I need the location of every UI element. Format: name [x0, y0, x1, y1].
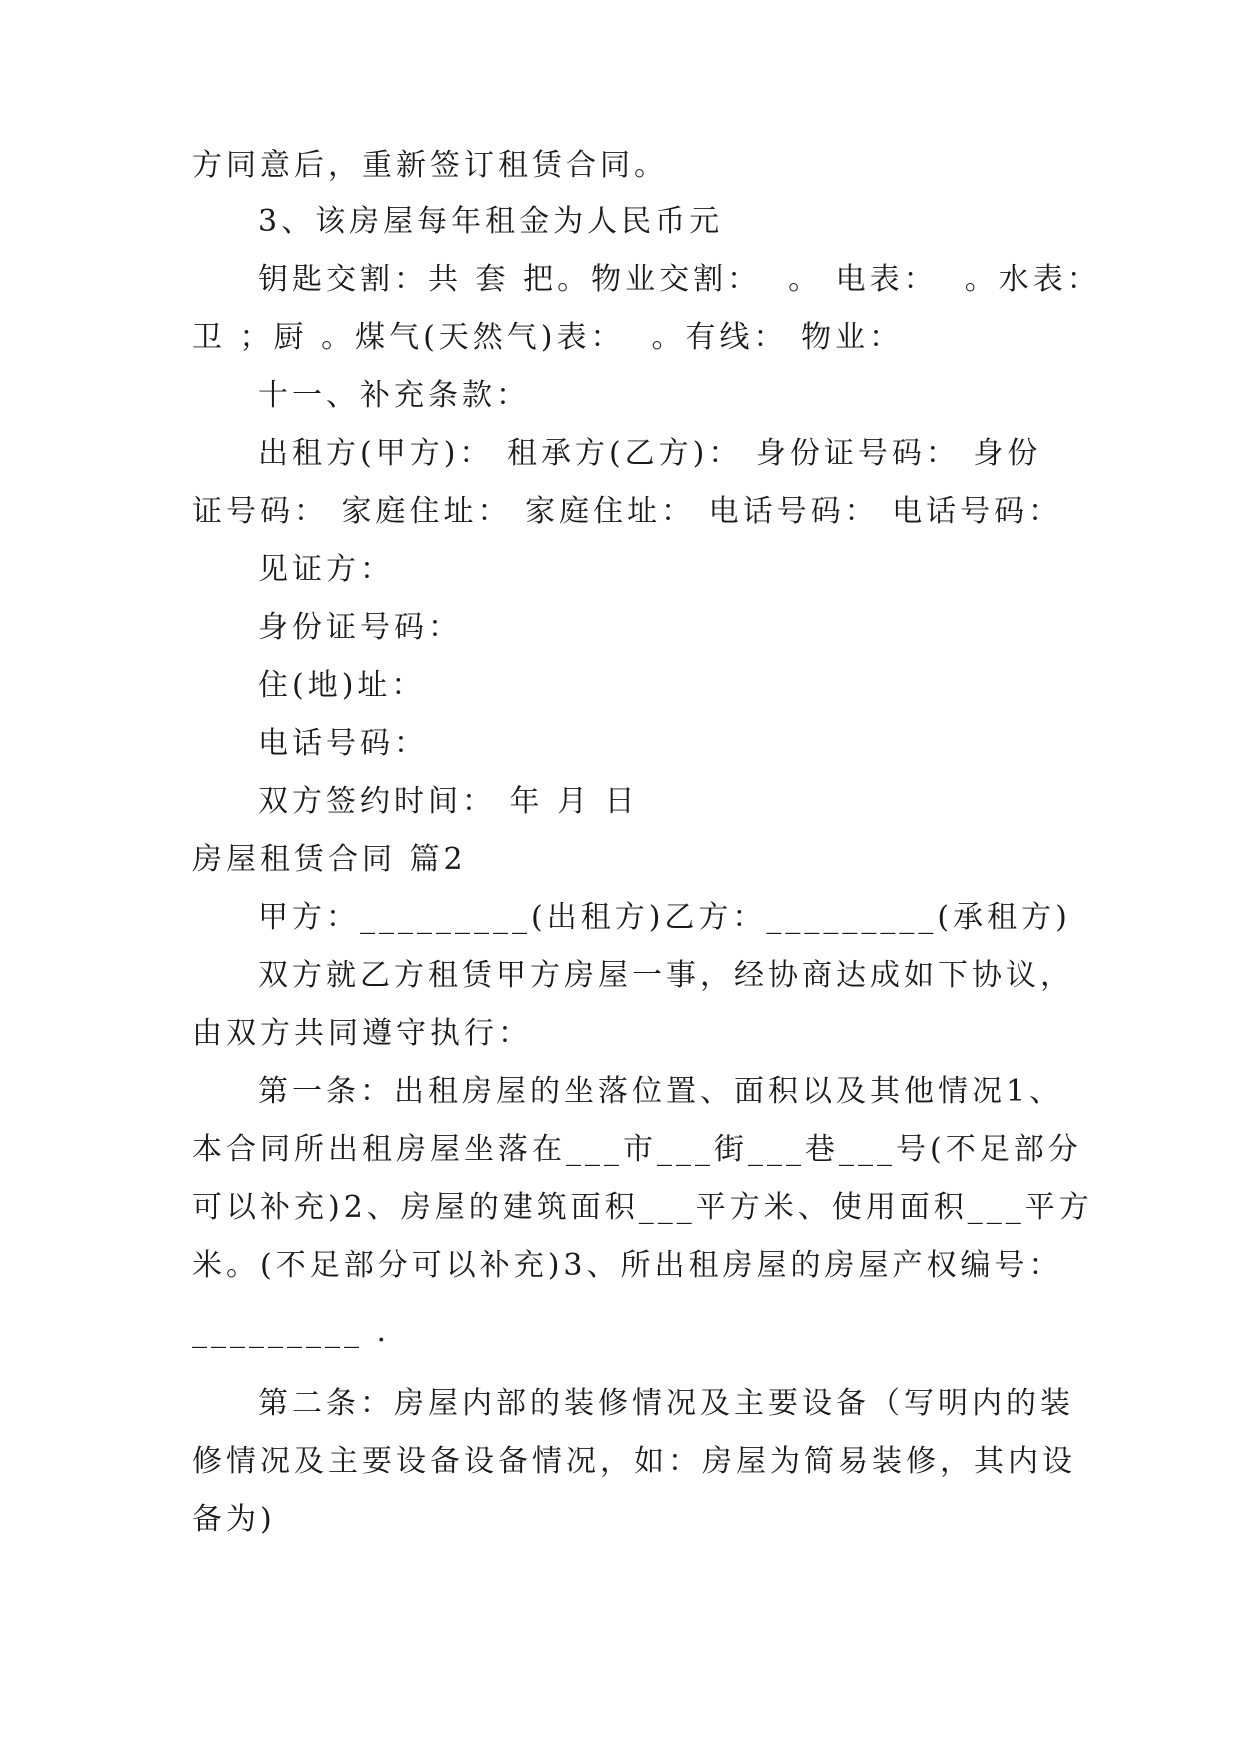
text-line: 3、该房屋每年租金为人民币元	[258, 204, 724, 239]
text-line: 本合同所出租房屋坐落在___市___街___巷___号(不足部分	[192, 1132, 1082, 1167]
text-line: 备为)	[192, 1502, 276, 1537]
text-line: 住(地)址：	[258, 668, 426, 703]
text-line: 双方签约时间： 年 月 日	[258, 784, 639, 819]
text-line: 第二条：房屋内部的装修情况及主要设备（写明内的装	[258, 1386, 1074, 1421]
text-line: 十一、补充条款：	[258, 378, 530, 413]
text-line: 出租方(甲方)： 租承方(乙方)： 身份证号码： 身份	[258, 436, 1042, 471]
text-line: 米。(不足部分可以补充)3、所出租房屋的房屋产权编号：	[192, 1248, 1063, 1283]
text-line: 可以补充)2、房屋的建筑面积___平方米、使用面积___平方	[192, 1190, 1093, 1225]
text-line: 证号码： 家庭住址： 家庭住址： 电话号码： 电话号码：	[192, 494, 1063, 529]
text-line: 见证方：	[258, 552, 394, 587]
text-line: 甲方：_________(出租方)乙方：_________(承租方)	[258, 900, 1071, 935]
section-heading: 房屋租赁合同 篇2	[192, 842, 467, 877]
text-line: _________ .	[192, 1314, 391, 1349]
text-line: 身份证号码：	[258, 610, 462, 645]
text-line: 双方就乙方租赁甲方房屋一事，经协商达成如下协议，	[258, 958, 1074, 993]
text-line: 由双方共同遵守执行：	[192, 1016, 532, 1051]
text-line: 修情况及主要设备设备情况，如：房屋为简易装修，其内设	[192, 1444, 1076, 1479]
text-line: 钥匙交割：共 套 把。物业交割： 。 电表： 。水表：	[258, 262, 1101, 297]
text-line: 电话号码：	[258, 726, 428, 761]
text-line: 方同意后，重新签订租赁合同。	[192, 148, 668, 183]
text-line: 第一条：出租房屋的坐落位置、面积以及其他情况1、	[258, 1074, 1064, 1109]
text-line: 卫 ；厨 。煤气(天然气)表： 。有线： 物业：	[192, 320, 904, 355]
